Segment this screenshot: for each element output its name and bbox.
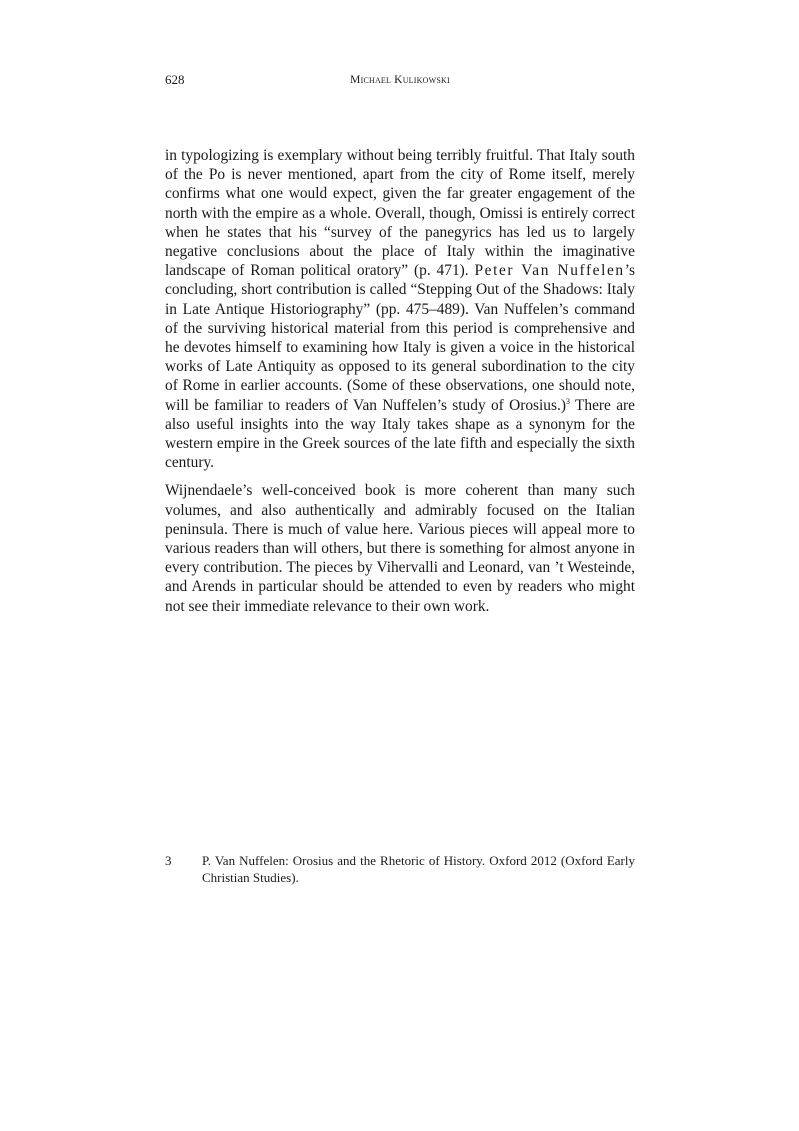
- paragraph-2: Wijnendaele’s well-conceived book is more coherent than many such volumes, and also authentically and admirably focused on the Italian peninsula. There is much of value here. Various pieces will appeal more to various readers than will others, but there is something for almost anyone in every contribution. The pieces by Vihervalli and Leonard, van ’t Westeinde, and Arends in particular should be attended to even by readers who might not see their immediate relevance to their own work.: [165, 482, 635, 615]
- paragraph-1: [165, 146, 635, 472]
- page-number: 628: [165, 72, 185, 87]
- paragraph-1-part-c: There are also useful insights into the way Italy takes shape as a synonym for the western empire in the Greek sources of the late fifth and especially the sixth century.: [165, 396, 635, 472]
- footnote-number: 3: [165, 853, 172, 868]
- footnote: [165, 852, 635, 886]
- footnote-text: P. Van Nuffelen: Orosius and the Rhetoric of History. Oxford 2012 (Oxford Early Christian Studies).: [202, 853, 635, 885]
- footnote-reference[interactable]: 3: [565, 396, 570, 406]
- paragraph-1-part-b: ’s concluding, short contribution is called “Stepping Out of the Shadows: Italy in Late Antique Historiography” (pp. 475–489). Van Nuffelen’s command of the surviving historical material from this period is comprehensive and he devotes himself to examining how Italy is given a voice in the historical works of Late Antiquity as opposed to its general subordination to the city of Rome in earlier accounts. (Some of these observations, one should note, will be familiar to readers of Van Nuffelen’s study of Orosius.): [165, 262, 635, 414]
- author-name-emphasis: Peter Van Nuffelen: [474, 262, 625, 280]
- main-text: [165, 146, 635, 616]
- paragraph-1-part-a: in typologizing is exemplary without being terribly fruitful. That Italy south of the Po is never mentioned, apart from the city of Rome itself, merely confirms what one would expect, given the far greater engagement of the north with the empire as a whole. Overall, though, Omissi is entirely correct when he states that his “survey of the panegyrics has led us to largely negative conclusions about the place of Italy within the imaginative landscape of Roman political oratory” (p. 471).: [165, 147, 635, 280]
- running-head: Michael Kulikowski: [350, 74, 450, 86]
